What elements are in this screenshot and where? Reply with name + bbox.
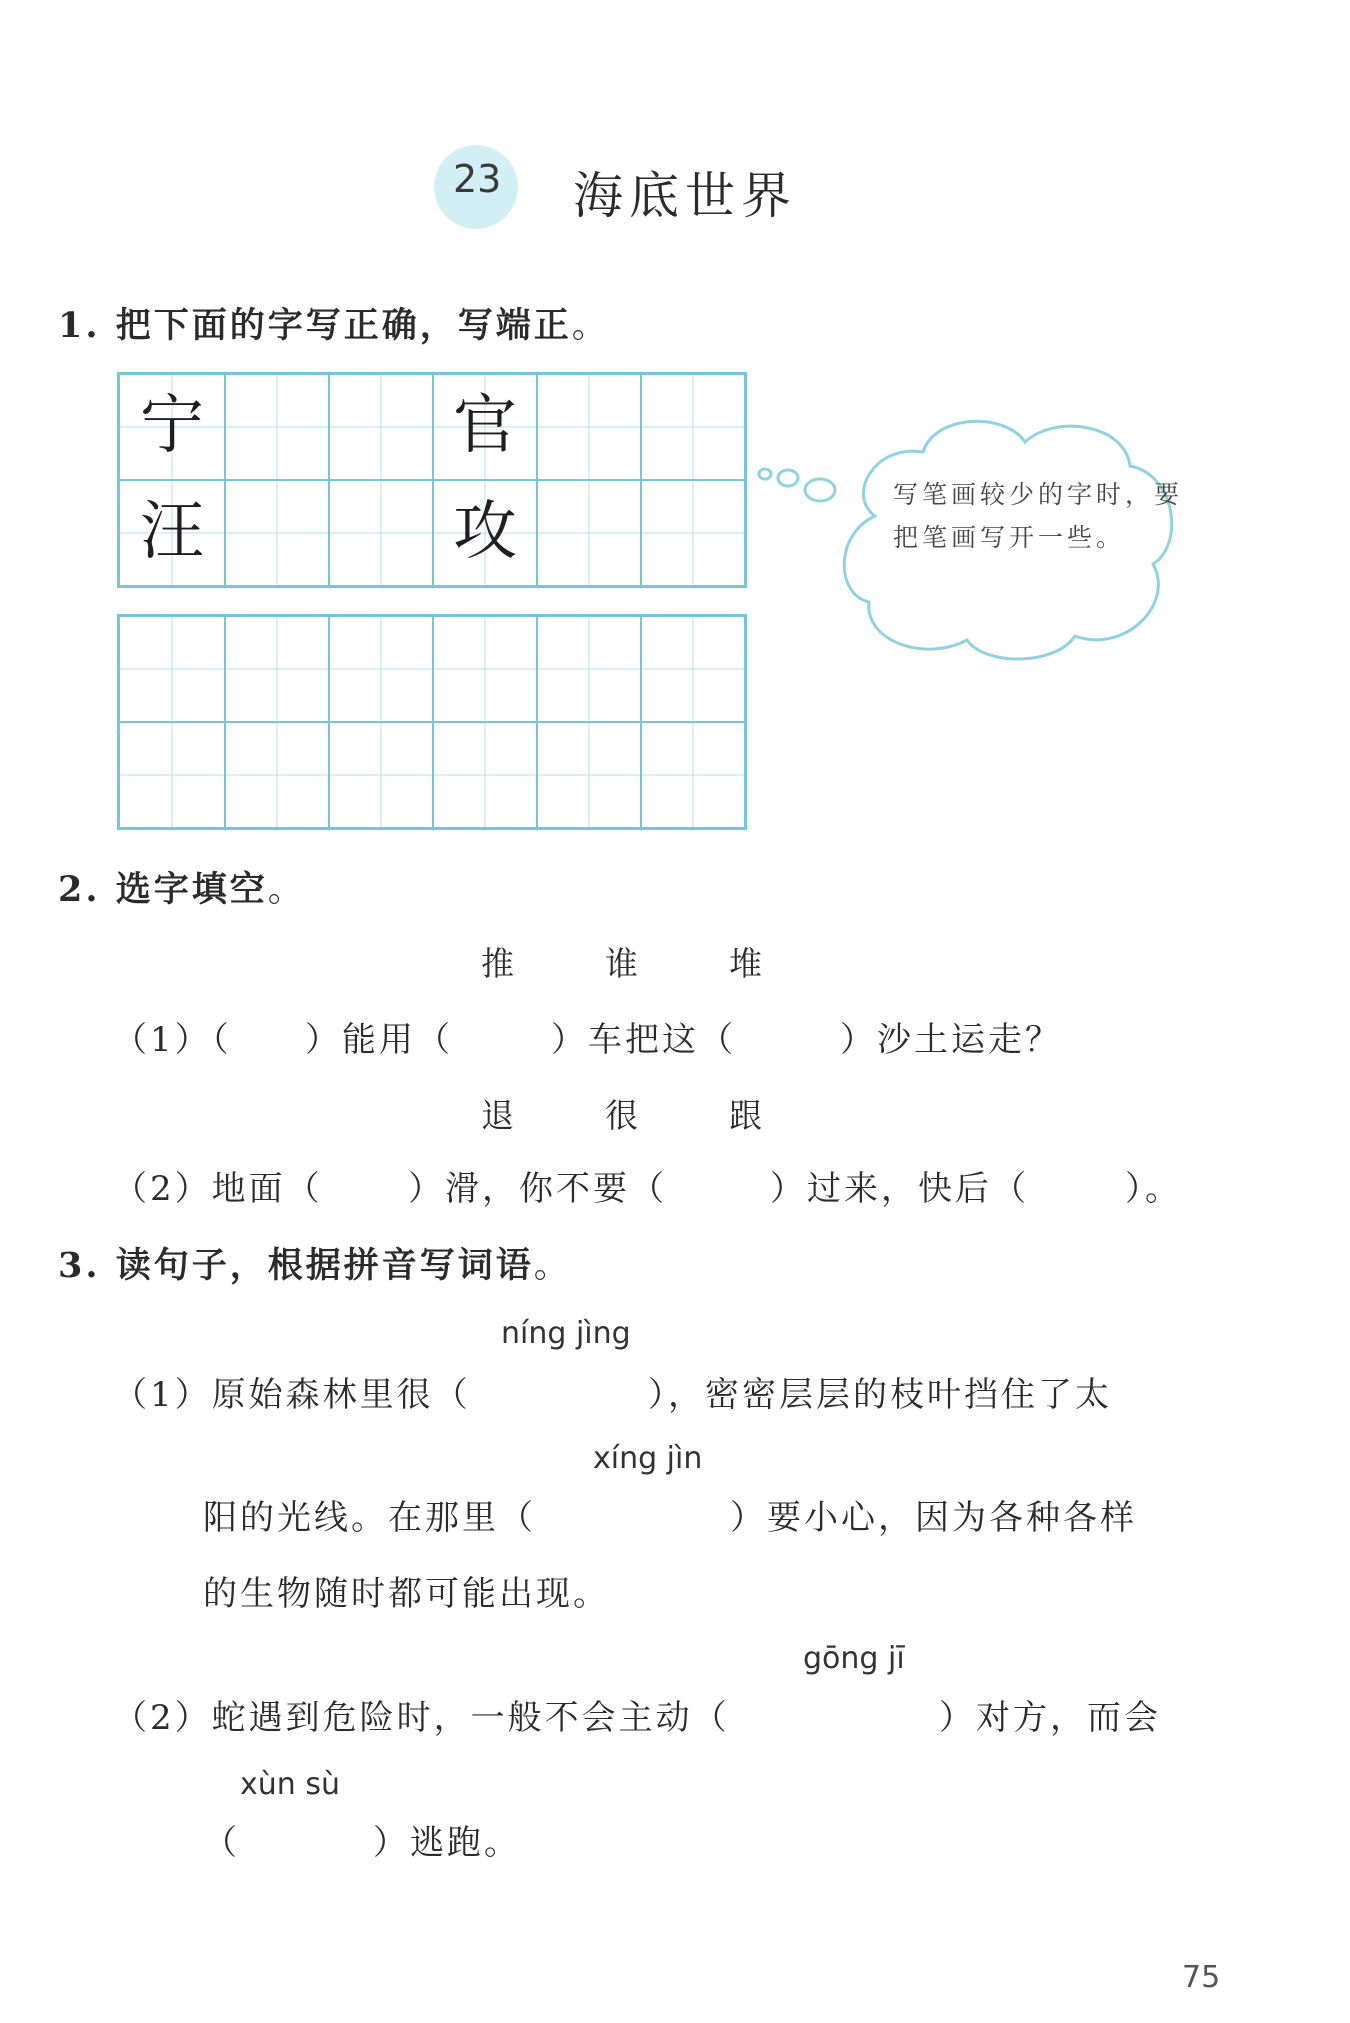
pinyin-hint: níng jìng xyxy=(501,1316,631,1351)
writing-cell[interactable] xyxy=(536,375,640,479)
writing-cell[interactable] xyxy=(640,723,744,827)
grid-row xyxy=(120,375,744,479)
sentence-part: ）滑，你不要（ xyxy=(408,1169,667,1209)
model-cell xyxy=(432,375,536,479)
lesson-title: 海底世界 xyxy=(573,167,797,225)
q3-heading-end: 。 xyxy=(533,1246,572,1286)
word-option: 推 xyxy=(481,944,517,983)
sentence-part: ）能用（ xyxy=(305,1020,453,1060)
writing-cell[interactable] xyxy=(224,481,328,585)
sentence-part: ）过来，快后（ xyxy=(770,1169,1029,1209)
writing-cell[interactable] xyxy=(224,375,328,479)
sentence-part: ）。 xyxy=(1125,1169,1182,1209)
model-char: 攻 xyxy=(452,495,517,569)
writing-cell[interactable] xyxy=(432,723,536,827)
writing-cell[interactable] xyxy=(328,617,432,721)
sentence-part: ）车把这（ xyxy=(551,1020,736,1060)
q2-heading xyxy=(58,862,306,912)
q3-s1-line3: 的生物随时都可能出现。 xyxy=(203,1574,610,1614)
writing-cell[interactable] xyxy=(328,481,432,585)
q2-heading-end: 。 xyxy=(267,870,306,910)
word-option: 谁 xyxy=(605,944,641,983)
model-char: 官 xyxy=(452,389,517,463)
pinyin-hint: gōng jī xyxy=(803,1641,905,1676)
pinyin-hint: xíng jìn xyxy=(593,1441,703,1476)
q2-heading-text: 2. 选字填空 xyxy=(58,869,268,910)
writing-cell[interactable] xyxy=(640,617,744,721)
writing-cell[interactable] xyxy=(536,617,640,721)
writing-cell[interactable] xyxy=(120,617,224,721)
writing-grid-bottom xyxy=(117,614,747,830)
sentence-part: ）逃跑。 xyxy=(373,1823,521,1863)
q3-heading xyxy=(58,1238,572,1288)
writing-cell[interactable] xyxy=(224,617,328,721)
writing-cell[interactable] xyxy=(432,617,536,721)
sentence-part: （2）蛇遇到危险时，一般不会主动（ xyxy=(113,1698,730,1738)
writing-cell[interactable] xyxy=(120,723,224,827)
word-option: 跟 xyxy=(729,1096,765,1135)
sentence-part: ）沙土运走？ xyxy=(840,1020,1062,1060)
pinyin-hint: xùn sù xyxy=(240,1767,340,1802)
model-cell xyxy=(120,481,224,585)
sentence-part: 阳的光线。在那里（ xyxy=(203,1498,536,1538)
writing-cell[interactable] xyxy=(224,723,328,827)
q1-heading-text: 1. 把下面的字写正确，写端正 xyxy=(58,305,572,346)
word-option: 很 xyxy=(605,1096,641,1135)
writing-cell[interactable] xyxy=(536,481,640,585)
writing-grid-top xyxy=(117,372,747,588)
writing-tip: 写笔画较少的字时，要把笔画写开一些。 xyxy=(893,480,1184,552)
sentence-part: （1）原始森林里很（ xyxy=(113,1375,471,1415)
sentence-part: （1）（ xyxy=(113,1020,232,1060)
word-option: 堆 xyxy=(729,944,765,983)
model-cell xyxy=(120,375,224,479)
model-char: 宁 xyxy=(139,389,204,463)
grid-row xyxy=(120,479,744,585)
q3-heading-text: 3. 读句子，根据拼音写词语 xyxy=(58,1245,534,1286)
model-cell xyxy=(432,481,536,585)
word-option: 退 xyxy=(481,1096,517,1135)
lesson-number: 23 xyxy=(453,157,502,201)
q1-heading xyxy=(58,298,610,348)
sentence-part: ）要小心，因为各种各样 xyxy=(730,1498,1137,1538)
page-number: 75 xyxy=(1182,1960,1221,1995)
writing-cell[interactable] xyxy=(328,375,432,479)
sentence-part: ），密密层层的枝叶挡住了太 xyxy=(648,1375,1112,1415)
grid-row xyxy=(120,721,744,827)
grid-row xyxy=(120,617,744,721)
writing-cell[interactable] xyxy=(640,481,744,585)
q1-heading-end: 。 xyxy=(571,306,610,346)
model-char: 汪 xyxy=(139,495,204,569)
sentence-part: （ xyxy=(203,1823,240,1863)
writing-cell[interactable] xyxy=(536,723,640,827)
writing-cell[interactable] xyxy=(328,723,432,827)
sentence-part: ）对方，而会 xyxy=(939,1698,1161,1738)
sentence-part: （2）地面（ xyxy=(113,1169,323,1209)
writing-cell[interactable] xyxy=(640,375,744,479)
